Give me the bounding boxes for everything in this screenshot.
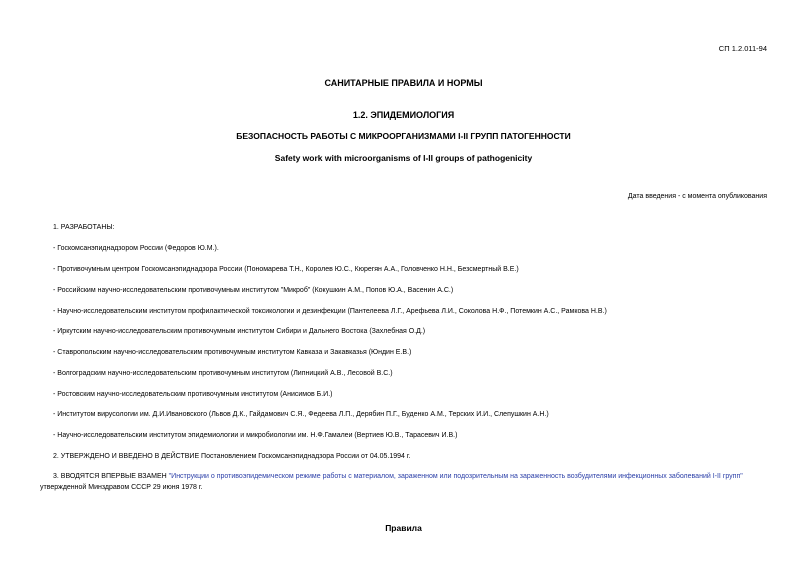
effective-date-note: Дата введения - с момента опубликования: [627, 193, 767, 200]
developer-item: - Научно-исследовательским институтом эпидемиологии и микробиологии им. Н.Ф.Гамалеи (Вертиев Ю.В., Тарасевич И.В.): [53, 432, 458, 439]
section-title-rules: Правила: [385, 523, 422, 533]
developer-item: - Госкомсанэпиднадзором России (Федоров Ю.М.).: [53, 245, 219, 252]
developer-item: - Научно-исследовательским институтом профилактической токсикологии и дезинфекции (Пантелеева Л.Г., Арефьева Л.И., Соколова Н.Ф., Потемкин А.С., Рамкова Н.В.): [53, 308, 607, 315]
heading-main: САНИТАРНЫЕ ПРАВИЛА И НОРМЫ: [324, 78, 483, 88]
developer-item: - Волгоградским научно-исследовательским противочумным институтом (Липницкий А.В., Лесовой В.С.): [53, 370, 393, 377]
replaced-continuation: утвержденной Минздравом СССР 29 июня 1978 г.: [40, 484, 203, 491]
replaced-paragraph: [53, 473, 743, 480]
heading-section: 1.2. ЭПИДЕМИОЛОГИЯ: [352, 110, 455, 120]
replaced-instruction-link[interactable]: "Инструкции о противоэпидемическом режиме работы с материалом, зараженном или подозрительным на зараженность возбудителями инфекционных заболеваний I-II групп": [168, 473, 743, 480]
developer-item: - Ставропольским научно-исследовательским противочумным институтом Кавказа и Закавказья (Юндин Е.В.): [53, 349, 412, 356]
document-code: СП 1.2.011-94: [718, 44, 767, 53]
approved-paragraph: 2. УТВЕРЖДЕНО И ВВЕДЕНО В ДЕЙСТВИЕ Постановлением Госкомсанэпиднадзора России от 04.05.1994 г.: [53, 453, 411, 460]
heading-title-ru: БЕЗОПАСНОСТЬ РАБОТЫ С МИКРООРГАНИЗМАМИ I-II ГРУПП ПАТОГЕННОСТИ: [236, 131, 571, 141]
replaced-label: 3. ВВОДЯТСЯ ВПЕРВЫЕ ВЗАМЕН: [53, 473, 167, 480]
developer-item: - Противочумным центром Госкомсанэпиднадзора России (Пономарева Т.Н., Королев Ю.С., Кюрегян А.А., Головченко Н.Н., Безсмертный В.Е.): [53, 266, 519, 273]
developed-label: 1. РАЗРАБОТАНЫ:: [53, 224, 115, 231]
developer-item: - Иркутским научно-исследовательским противочумным институтом Сибири и Дальнего Востока (Захлебная О.Д.): [53, 328, 426, 335]
developer-item: - Ростовским научно-исследовательским противочумным институтом (Анисимов Б.И.): [53, 391, 333, 398]
developer-item: - Институтом вирусологии им. Д.И.Ивановского (Львов Д.К., Гайдамович С.Я., Федеева Л.П., Дерябин П.Г., Буденко А.М., Терских И.И., Слепушкин А.Н.): [53, 411, 549, 418]
heading-title-en: Safety work with microorganisms of I-II groups of pathogenicity: [274, 153, 533, 163]
developer-item: - Российским научно-исследовательским противочумным институтом "Микроб" (Кокушкин А.М., Попов Ю.А., Васенин А.С.): [53, 287, 454, 294]
